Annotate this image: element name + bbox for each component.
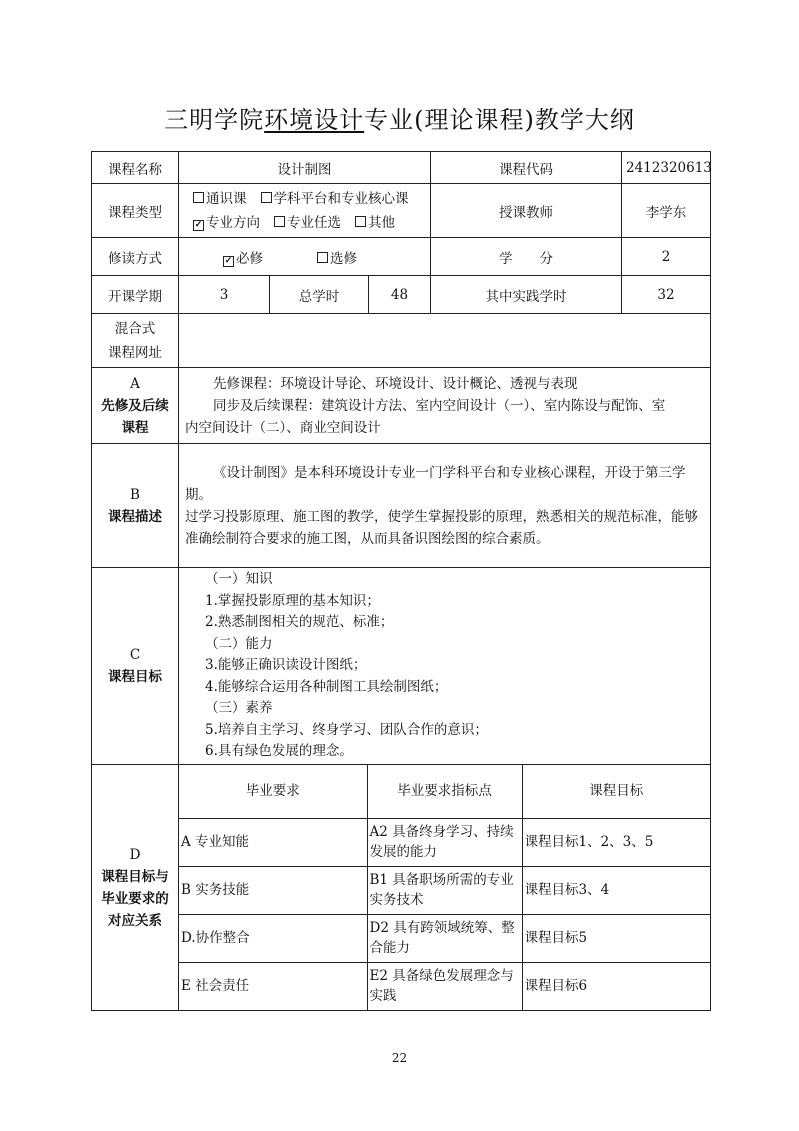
course-type-label: 课程类型 xyxy=(92,184,179,238)
goal-cell: 课程目标3、4 xyxy=(522,866,710,914)
course-name-label: 课程名称 xyxy=(92,152,179,184)
course-url[interactable] xyxy=(179,314,711,368)
course-code-label: 课程代码 xyxy=(431,152,622,184)
course-name: 设计制图 xyxy=(179,152,431,184)
header-requirement: 毕业要求 xyxy=(179,765,367,818)
practice-hours-label: 其中实践学时 xyxy=(431,276,622,314)
header-indicator: 毕业要求指标点 xyxy=(367,765,522,818)
followup-text-2: 内空间设计（二）、商业空间设计 xyxy=(185,419,381,436)
section-d-label: D 课程目标与 毕业要求的 对应关系 xyxy=(92,765,179,1011)
study-mode-options xyxy=(179,238,431,276)
indicator-cell: D2 具有跨领域统筹、整合能力 xyxy=(367,914,522,962)
followup-text-1: 同步及后续课程：建筑设计方法、室内空间设计（一）、室内陈设与配饰、室 xyxy=(213,397,666,414)
course-code: 2412320613 xyxy=(622,152,711,184)
credit: 2 xyxy=(622,238,711,276)
goal-heading: （三）素养 xyxy=(205,700,273,717)
checked-checkbox-icon: ✓ xyxy=(194,219,203,230)
section-d-content xyxy=(179,765,711,1011)
section-a-content xyxy=(179,368,711,444)
mode-option-required[interactable]: ✓ 必修 xyxy=(224,250,263,267)
goal-item: 6.具有绿色发展的理念。 xyxy=(205,743,353,760)
page-number: 22 xyxy=(391,1051,408,1065)
type-option-direction[interactable]: ✓ 专业方向 xyxy=(194,214,260,231)
requirement-cell: A 专业知能 xyxy=(179,818,367,866)
indicator-cell: E2 具备绿色发展理念与实践 xyxy=(367,962,522,1010)
type-option-other[interactable]: 其他 xyxy=(355,215,395,231)
goal-item: 5.培养自主学习、终身学习、团队合作的意识； xyxy=(205,721,488,738)
teacher: 李学东 xyxy=(622,184,711,238)
semester-label: 开课学期 xyxy=(92,276,179,314)
type-options-row-2 xyxy=(193,211,426,235)
goals-list xyxy=(183,569,706,763)
study-mode-label: 修读方式 xyxy=(92,238,179,276)
indicator-cell: B1 具备职场所需的专业实务技术 xyxy=(367,866,522,914)
total-hours-label: 总学时 xyxy=(270,276,369,314)
requirement-cell: D.协作整合 xyxy=(179,914,367,962)
checkbox-icon xyxy=(274,216,285,227)
goal-item: 3.能够正确识读设计图纸； xyxy=(205,657,367,674)
section-b-content xyxy=(179,444,711,568)
goal-item: 4.能够综合运用各种制图工具绘制图纸； xyxy=(205,678,448,695)
table-row xyxy=(179,866,710,914)
course-url-label: 混合式 课程网址 xyxy=(92,314,179,368)
prereq-text: 先修课程：环境设计导论、环境设计、设计概论、透视与表现 xyxy=(213,375,578,392)
description-line-2: 过学习投影原理、施工图的教学，使学生掌握投影的原理，熟悉相关的规范标准，能够 xyxy=(185,508,698,525)
title-suffix: 专业(理论课程)教学大纲 xyxy=(364,106,635,134)
type-option-elective[interactable]: 专业任选 xyxy=(274,215,341,231)
type-option-general[interactable]: 通识课 xyxy=(193,191,247,207)
requirement-cell: E 社会责任 xyxy=(179,962,367,1010)
header-goal: 课程目标 xyxy=(522,765,710,818)
section-c-content xyxy=(179,568,711,765)
semester: 3 xyxy=(179,276,270,314)
checked-checkbox-icon: ✓ xyxy=(224,255,233,266)
section-b-label: B 课程描述 xyxy=(92,444,179,568)
type-option-core[interactable]: 学科平台和专业核心课 xyxy=(261,191,409,207)
checkbox-icon xyxy=(317,252,328,263)
indicator-cell: A2 具备终身学习、持续发展的能力 xyxy=(367,818,522,866)
course-type-options xyxy=(179,184,431,238)
total-hours: 48 xyxy=(369,276,431,314)
goal-heading: （二）能力 xyxy=(205,635,273,652)
section-c-label: C 课程目标 xyxy=(92,568,179,765)
mode-option-elective[interactable]: 选修 xyxy=(317,251,357,267)
checkbox-icon xyxy=(193,192,204,203)
type-options-row-1 xyxy=(193,187,426,211)
teacher-label: 授课教师 xyxy=(431,184,622,238)
goal-item: 1.掌握投影原理的基本知识； xyxy=(205,592,380,609)
goal-item: 2.熟悉制图相关的规范、标准； xyxy=(205,614,394,631)
title-major: 环境设计 xyxy=(264,106,365,134)
document-title xyxy=(0,100,799,135)
table-row xyxy=(179,962,710,1010)
checkbox-icon xyxy=(355,216,366,227)
goal-cell: 课程目标5 xyxy=(522,914,710,962)
practice-hours: 32 xyxy=(622,276,711,314)
requirement-cell: B 实务技能 xyxy=(179,866,367,914)
title-prefix: 三明学院 xyxy=(164,106,265,134)
table-row xyxy=(179,914,710,962)
description-line-1: 《设计制图》是本科环境设计专业一门学科平台和专业核心课程，开设于第三学期。 xyxy=(185,464,686,503)
goal-cell: 课程目标1、2、3、5 xyxy=(522,818,710,866)
section-a-label: A 先修及后续 课程 xyxy=(92,368,179,444)
description-line-3: 准确绘制符合要求的施工图，从而具备识图绘图的综合素质。 xyxy=(185,530,550,547)
credit-label: 学 分 xyxy=(431,238,622,276)
mapping-table xyxy=(179,765,710,1010)
table-row xyxy=(179,818,710,866)
syllabus-table xyxy=(91,151,711,1011)
checkbox-icon xyxy=(261,192,272,203)
goal-heading: （一）知识 xyxy=(205,571,273,588)
goal-cell: 课程目标6 xyxy=(522,962,710,1010)
